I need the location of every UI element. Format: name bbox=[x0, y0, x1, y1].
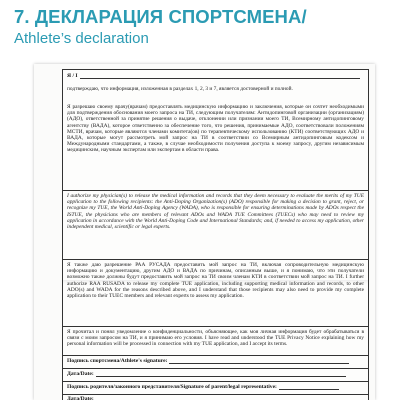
release-paragraph: Я также даю разрешение РАА РУСАДА предоставить мой запрос на ТИ, включая сопроводительную медицинскую информацию и документацию, другим АДО и ВАДА по причинам, описанным выше, и я понимаю, что эти получатели возможно также должны будут предоставить мой запрос на ТИ своим членам КТИ в соответствии мой запрос на ТИ. I further authorize RAA RUSADA to release my complete TUE application, including supporting medical information and records, to other ADO(s) and WADA for the reasons described above, and I understand that those recipients may also need to provide my complete application to their TUEC members and relevant experts to assess my application. bbox=[67, 262, 364, 300]
divider bbox=[63, 368, 368, 369]
date-field-row bbox=[67, 371, 364, 379]
divider bbox=[63, 190, 368, 191]
privacy-paragraph: Я прочитал и понял уведомление о конфиденциальности, объясняющее, как моя личная информация будет обрабатываться в связи с моим запросом на ТИ, и я принимаю его условия. I have read and understood the TUE Privacy Notice explaining how my personal information will be processed in connection with my TUE application, and I accept its terms. bbox=[67, 329, 364, 348]
name-field-row bbox=[67, 73, 364, 81]
section-title: 7. ДЕКЛАРАЦИЯ СПОРТСМЕНА/ bbox=[14, 6, 307, 27]
confirmation-paragraph: подтверждаю, что информация, изложенная в разделах 1, 2, 3 и 7, является достоверной и полной. bbox=[67, 86, 293, 92]
name-field-label: Я / I bbox=[67, 73, 78, 79]
divider bbox=[63, 259, 368, 260]
divider bbox=[63, 326, 368, 327]
guardian-signature-line[interactable] bbox=[279, 384, 339, 390]
declaration-form bbox=[62, 69, 369, 400]
signature-field-label: Подпись спортсмена/Athlete's signature: bbox=[67, 358, 168, 364]
guardian-signature-row bbox=[67, 384, 364, 392]
page-header bbox=[0, 0, 400, 50]
date-field-row-2 bbox=[67, 396, 364, 400]
authorization-paragraph-en: I authorize my physician(s) to release the medical information and records that they deem necessary to evaluate the merits of my TUE application to the following recipients: the Anti-Doping Organization(s) (ADO) responsible for making a decision to grant, reject, or recognize my TUE, the World Anti-Doping Agency (WADA), who is responsible for ensuring determinations made by ADOs respect the ISTUE, the physicians who are members of relevant ADOs and WADA TUE Committees (TUECs) who may need to review my application in accordance with the World Anti-Doping Code and International Standards; and, if needed to access my application, other independent medical, scientific or legal experts. bbox=[67, 193, 364, 231]
signature-field-line[interactable] bbox=[169, 358, 349, 364]
section-subtitle: Athlete’s declaration bbox=[14, 30, 149, 47]
authorization-paragraph-ru: Я разрешаю своему врачу(врачам) предоставлять медицинскую информацию и заключения, которые он сочтет необходимыми для подтверждения обоснования моего запроса на ТИ, следующим получателям: Антидопинговой организации (организациям)(АДО), ответственной за принятие решения о выдаче, отклонении или признании моего ТИ, Всемирному антидопинговому агентству (ВАДА), которое ответственно за обеспечение того, что решения, принимаемые АДО, соответствовали положениям МСТИ, врачам, которые являются членами комитета(ов) по терапевтическому использованию (КТИ) соответствующих АДО и ВАДА, которые могут рассмотреть мой запрос на ТИ в соответствии со Всемирным антидопинговым кодексом и Международными стандартами, а также, в случае необходимости получения доступа к моему запросу, другим независимым медицинским, научным экспертам или экспертам в области права. bbox=[67, 104, 364, 154]
date-field-line[interactable] bbox=[96, 371, 346, 377]
name-field-line bbox=[80, 73, 360, 79]
guardian-signature-label: Подпись родителя/законного представителя/Signature of parent/legal representative: bbox=[67, 384, 277, 390]
divider bbox=[63, 355, 368, 356]
date-field-label: Дата/Date: bbox=[67, 371, 94, 377]
divider bbox=[63, 394, 368, 395]
declaration-form-photo bbox=[34, 64, 375, 400]
date-field-line-2[interactable] bbox=[96, 396, 346, 400]
date-field-label-2: Дата/Date: bbox=[67, 396, 94, 400]
divider bbox=[63, 381, 368, 382]
signature-field-row bbox=[67, 358, 364, 366]
